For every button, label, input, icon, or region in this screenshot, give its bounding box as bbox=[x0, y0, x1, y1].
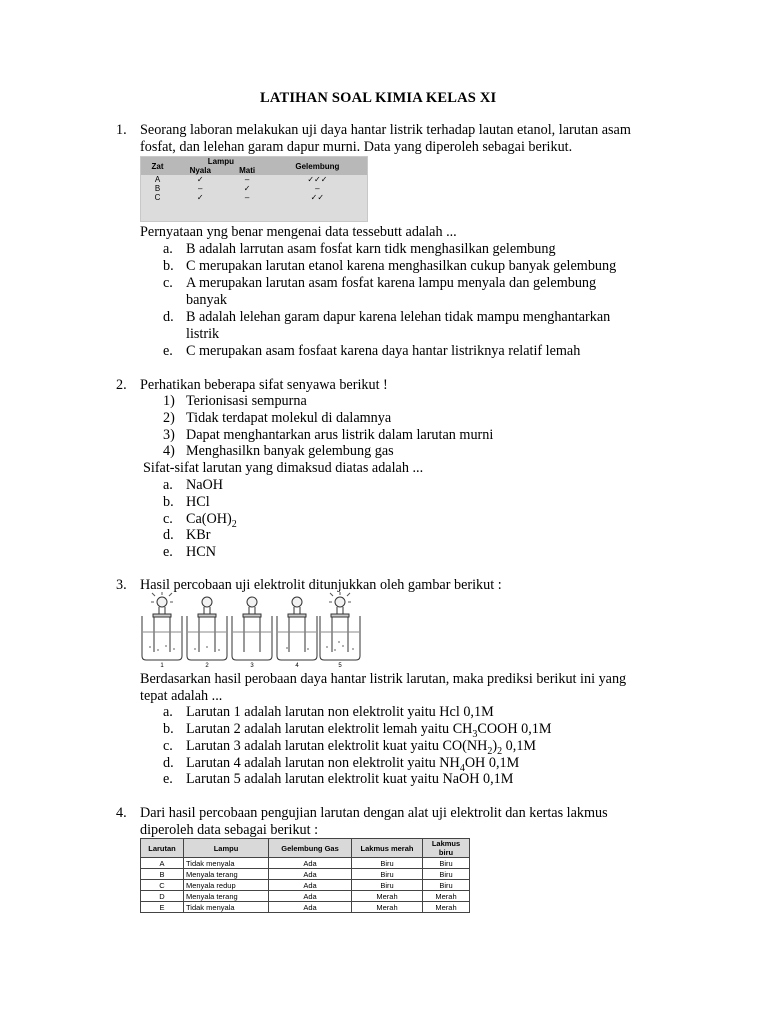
q3-option-b-letter: b. bbox=[163, 721, 174, 737]
table-cell: – bbox=[198, 184, 203, 193]
q4-th-lakmus-biru: Lakmus biru bbox=[423, 839, 470, 858]
q1-option-e-letter: e. bbox=[163, 343, 173, 359]
table-cell: Menyala terang bbox=[184, 869, 269, 880]
q3-option-c bbox=[186, 738, 536, 755]
q3-stem-line2: tepat adalah ... bbox=[140, 688, 223, 704]
beaker-4 bbox=[277, 597, 317, 660]
q2-option-a-letter: a. bbox=[163, 477, 173, 493]
q2-prop-3: Dapat menghantarkan arus listrik dalam larutan murni bbox=[186, 427, 494, 443]
q1-data-table bbox=[140, 156, 368, 222]
q3-stem-line1: Berdasarkan hasil perobaan daya hantar listrik larutan, maka prediksi berikut ini yang bbox=[140, 671, 627, 687]
q2-option-c bbox=[186, 511, 237, 528]
q1-th-lampu: Lampu bbox=[174, 157, 268, 166]
q1-stem: Pernyataan yng benar mengenai data tessebutt adalah ... bbox=[140, 224, 457, 240]
table-cell: B bbox=[154, 184, 161, 193]
table-row bbox=[141, 891, 470, 902]
table-row bbox=[141, 858, 470, 869]
q1-th-gelembung: Gelembung bbox=[268, 157, 367, 175]
table-cell: A bbox=[154, 175, 161, 184]
q3-option-d-text1: Larutan 4 adalah larutan non elektrolit yaitu NH bbox=[186, 755, 460, 771]
q1-th-zat: Zat bbox=[141, 157, 174, 175]
q1-option-a-letter: a. bbox=[163, 241, 173, 257]
q3-option-b-text2: COOH 0,1M bbox=[477, 721, 552, 737]
q2-option-d-letter: d. bbox=[163, 527, 174, 543]
table-cell: ✓✓✓ bbox=[307, 175, 328, 184]
q3-option-c-text3: 0,1M bbox=[502, 738, 537, 754]
q2-text-line1: Perhatikan beberapa sifat senyawa berikut ! bbox=[140, 377, 388, 393]
table-cell: Biru bbox=[423, 858, 470, 869]
table-cell: – bbox=[244, 193, 250, 202]
table-cell: Biru bbox=[423, 869, 470, 880]
beaker-5 bbox=[320, 592, 360, 660]
q4-text-line2: diperoleh data sebagai berikut : bbox=[140, 822, 319, 838]
table-cell: Ada bbox=[269, 869, 352, 880]
subscript: 4 bbox=[459, 762, 465, 774]
q2-prop-2-num: 2) bbox=[163, 410, 175, 426]
q3-option-e: Larutan 5 adalah larutan elektrolit kuat yaitu NaOH 0,1M bbox=[186, 771, 514, 787]
q2-prop-2: Tidak terdapat molekul di dalamnya bbox=[186, 410, 392, 426]
page-title: LATIHAN SOAL KIMIA KELAS XI bbox=[260, 90, 497, 106]
q4-th-gelembung: Gelembung Gas bbox=[269, 839, 352, 858]
q1-option-d-cont: listrik bbox=[186, 326, 220, 342]
table-cell: Tidak menyala bbox=[184, 858, 269, 869]
q2-number: 2. bbox=[116, 377, 127, 393]
q2-option-d: KBr bbox=[186, 527, 211, 543]
q2-prop-1-num: 1) bbox=[163, 393, 175, 409]
q1-option-c-cont: banyak bbox=[186, 292, 227, 308]
q3-number: 3. bbox=[116, 577, 127, 593]
q2-option-c-letter: c. bbox=[163, 511, 173, 527]
q1-text-line2: fosfat, dan lelehan garam dapur murni. Data yang diperoleh sebagai berikut. bbox=[140, 139, 573, 155]
table-cell: Ada bbox=[269, 902, 352, 913]
table-row bbox=[141, 902, 470, 913]
q2-prop-4-num: 4) bbox=[163, 443, 175, 459]
table-cell: Merah bbox=[423, 902, 470, 913]
table-cell: ✓ bbox=[196, 175, 204, 184]
beaker-3 bbox=[232, 597, 272, 660]
table-cell: Menyala redup bbox=[184, 880, 269, 891]
q2-option-b: HCl bbox=[186, 494, 210, 510]
table-cell: Merah bbox=[423, 891, 470, 902]
subscript: 2 bbox=[497, 745, 503, 757]
beaker-2 bbox=[187, 597, 227, 660]
q2-option-c-text: Ca(OH) bbox=[186, 511, 232, 527]
q3-option-b-text1: Larutan 2 adalah larutan elektrolit lemah yaitu CH bbox=[186, 721, 473, 737]
q1-option-c: A merupakan larutan asam fosfat karena lampu menyala dan gelembung bbox=[186, 275, 597, 291]
beaker-label-2: 2 bbox=[205, 663, 209, 668]
table-row bbox=[141, 193, 367, 202]
table-cell: ✓ bbox=[196, 193, 204, 202]
table-cell: A bbox=[141, 858, 184, 869]
q1-option-d-letter: d. bbox=[163, 309, 174, 325]
table-cell: ✓ bbox=[243, 184, 251, 193]
q3-option-d-text2: OH 0,1M bbox=[464, 755, 520, 771]
table-cell: Tidak menyala bbox=[184, 902, 269, 913]
q2-option-e: HCN bbox=[186, 544, 216, 560]
subscript: 3 bbox=[472, 728, 478, 740]
electrolyte-test-beakers-figure bbox=[140, 592, 362, 668]
beaker-1 bbox=[142, 592, 182, 660]
q3-option-c-letter: c. bbox=[163, 738, 173, 754]
table-cell: C bbox=[141, 880, 184, 891]
table-cell: Merah bbox=[352, 902, 423, 913]
q3-option-b bbox=[186, 721, 552, 738]
q3-option-a: Larutan 1 adalah larutan non elektrolit yaitu Hcl 0,1M bbox=[186, 704, 494, 720]
table-cell: C bbox=[154, 193, 161, 202]
q2-option-b-letter: b. bbox=[163, 494, 174, 510]
q3-option-d bbox=[186, 755, 519, 772]
q2-prop-1: Terionisasi sempurna bbox=[186, 393, 307, 409]
table-row bbox=[141, 184, 367, 193]
q2-prop-4: Menghasilkn banyak gelembung gas bbox=[186, 443, 394, 459]
table-cell: Merah bbox=[352, 891, 423, 902]
beaker-label-5: 5 bbox=[338, 663, 342, 668]
beaker-label-4: 4 bbox=[295, 663, 299, 668]
table-cell: – bbox=[315, 184, 320, 193]
q2-stem: Sifat-sifat larutan yang dimaksud diatas adalah ... bbox=[143, 460, 424, 476]
q4-th-lakmus-merah: Lakmus merah bbox=[352, 839, 423, 858]
q2-option-a: NaOH bbox=[186, 477, 224, 493]
q4-th-larutan: Larutan bbox=[141, 839, 184, 858]
table-cell: Ada bbox=[269, 880, 352, 891]
table-cell: Biru bbox=[352, 858, 423, 869]
table-cell: Menyala terang bbox=[184, 891, 269, 902]
q1-option-e: C merupakan asam fosfaat karena daya hantar listriknya relatif lemah bbox=[186, 343, 581, 359]
q3-option-e-letter: e. bbox=[163, 771, 173, 787]
q1-th-nyala: Nyala bbox=[174, 166, 226, 175]
q3-option-c-text1: Larutan 3 adalah larutan elektrolit kuat yaitu CO(NH bbox=[186, 738, 488, 754]
table-cell: – bbox=[244, 175, 250, 184]
q4-text-line1: Dari hasil percobaan pengujian larutan dengan alat uji elektrolit dan kertas lakmus bbox=[140, 805, 608, 821]
table-row bbox=[141, 175, 367, 184]
q4-number: 4. bbox=[116, 805, 127, 821]
table-cell: ✓✓ bbox=[310, 193, 325, 202]
table-cell: Biru bbox=[352, 880, 423, 891]
q4-th-lampu: Lampu bbox=[184, 839, 269, 858]
q2-option-e-letter: e. bbox=[163, 544, 173, 560]
q1-number: 1. bbox=[116, 122, 127, 138]
q1-option-c-letter: c. bbox=[163, 275, 173, 291]
q3-option-c-text2: ) bbox=[492, 738, 498, 754]
table-cell: Ada bbox=[269, 891, 352, 902]
table-cell: Biru bbox=[423, 880, 470, 891]
beaker-label-3: 3 bbox=[250, 663, 254, 668]
q1-option-d: B adalah lelehan garam dapur karena lelehan tidak mampu menghantarkan bbox=[186, 309, 611, 325]
subscript: 2 bbox=[231, 518, 237, 530]
table-cell: B bbox=[141, 869, 184, 880]
q3-option-a-letter: a. bbox=[163, 704, 173, 720]
table-row bbox=[141, 880, 470, 891]
q1-text-line1: Seorang laboran melakukan uji daya hantar listrik terhadap lautan etanol, larutan asam bbox=[140, 122, 631, 138]
q3-option-d-letter: d. bbox=[163, 755, 174, 771]
table-row bbox=[141, 869, 470, 880]
table-cell: D bbox=[141, 891, 184, 902]
q4-data-table bbox=[140, 838, 470, 913]
q1-th-mati: Mati bbox=[226, 166, 267, 175]
beaker-label-1: 1 bbox=[160, 663, 164, 668]
subscript: 2 bbox=[487, 745, 493, 757]
q1-option-b-letter: b. bbox=[163, 258, 174, 274]
table-cell: E bbox=[141, 902, 184, 913]
q3-text-line1: Hasil percobaan uji elektrolit ditunjukkan oleh gambar berikut : bbox=[140, 577, 502, 593]
q1-option-a: B adalah larrutan asam fosfat karn tidk menghasilkan gelembung bbox=[186, 241, 556, 257]
table-cell: Biru bbox=[352, 869, 423, 880]
q1-option-b: C merupakan larutan etanol karena menghasilkan cukup banyak gelembung bbox=[186, 258, 617, 274]
table-cell: Ada bbox=[269, 858, 352, 869]
q2-prop-3-num: 3) bbox=[163, 427, 175, 443]
